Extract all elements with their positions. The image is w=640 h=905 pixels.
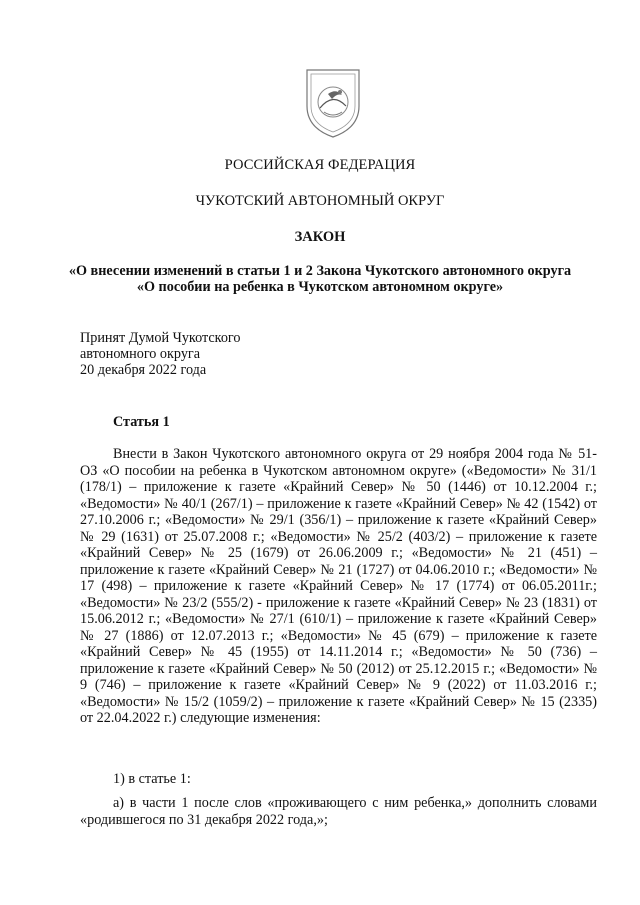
item-1: 1) в статье 1: [113,771,191,787]
adoption-line-2: автономного округа [80,346,201,362]
article-intro-paragraph: Внести в Закон Чукотского автономного округа от 29 ноября 2004 года № 51-ОЗ «О пособии на ребенка в Чукотском автономном округе» («Ведомости» № 31/1 (178/1) – приложение к газете «Крайний Север» № 50 (1446) от 10.12.2004 г.; «Ведомости» № 40/1 (267/1) – приложение к газете «Крайний Север» № 42 (1542) от 27.10.2006 г.; «Ведомости» № 29/1 (356/1) – приложение к газете «Крайний Север» № 29 (1631) от 25.07.2008 г.; «Ведомости» № 25/2 (403/2) – приложение к газете «Крайний Север» № 25 (1679) от 26.06.2009 г.; «Ведомости» № 21 (451) – приложение к газете «Крайний Север» № 21 (1727) от 04.06.2010 г.; «Ведомости» № 17 (498) – приложение к газете «Крайний Север» № 17 (1774) от 06.05.2011г.; «Ведомости» № 23/2 (555/2) - приложение к газете «Крайний Север» № 23 (1831) от 15.06.2012 г.; «Ведомости» № 27/1 (610/1) – приложение к газете «Крайний Север» № 27 (1886) от 12.07.2013 г.; «Ведомости» № 45 (679) – приложение к газете «Крайний Север» № 45 (1955) от 14.11.2014 г.; «Ведомости» № 50 (736) – приложение к газете «Крайний Север» № 50 (2012) от 25.12.2015 г.; «Ведомости» № 9 (746) – приложение к газете «Крайний Север» № 9 (2022) от 11.03.2016 г.; «Ведомости» № 15/2 (1059/2) – приложение к газете «Крайний Север» № 15 (2335) от 22.04.2022 г.) следующие изменения: [80,446,597,726]
country-heading: РОССИЙСКАЯ ФЕДЕРАЦИЯ [224,157,416,173]
law-title: «О внесении изменений в статьи 1 и 2 Закона Чукотского автономного округа «О пособии на ребенка в Чукотском автономном округе» [68,263,572,295]
adoption-date: 20 декабря 2022 года [80,362,207,378]
coat-of-arms-icon [302,62,364,140]
item-1a: а) в части 1 после слов «проживающего с ним ребенка,» дополнить словами «родившегося по 31 декабря 2022 года,»; [80,795,597,828]
region-heading: ЧУКОТСКИЙ АВТОНОМНЫЙ ОКРУГ [195,193,445,209]
adoption-line-1: Принят Думой Чукотского [80,330,241,346]
adoption-block [80,330,240,378]
article-heading: Статья 1 [113,414,170,430]
doc-type-heading: ЗАКОН [294,229,346,245]
